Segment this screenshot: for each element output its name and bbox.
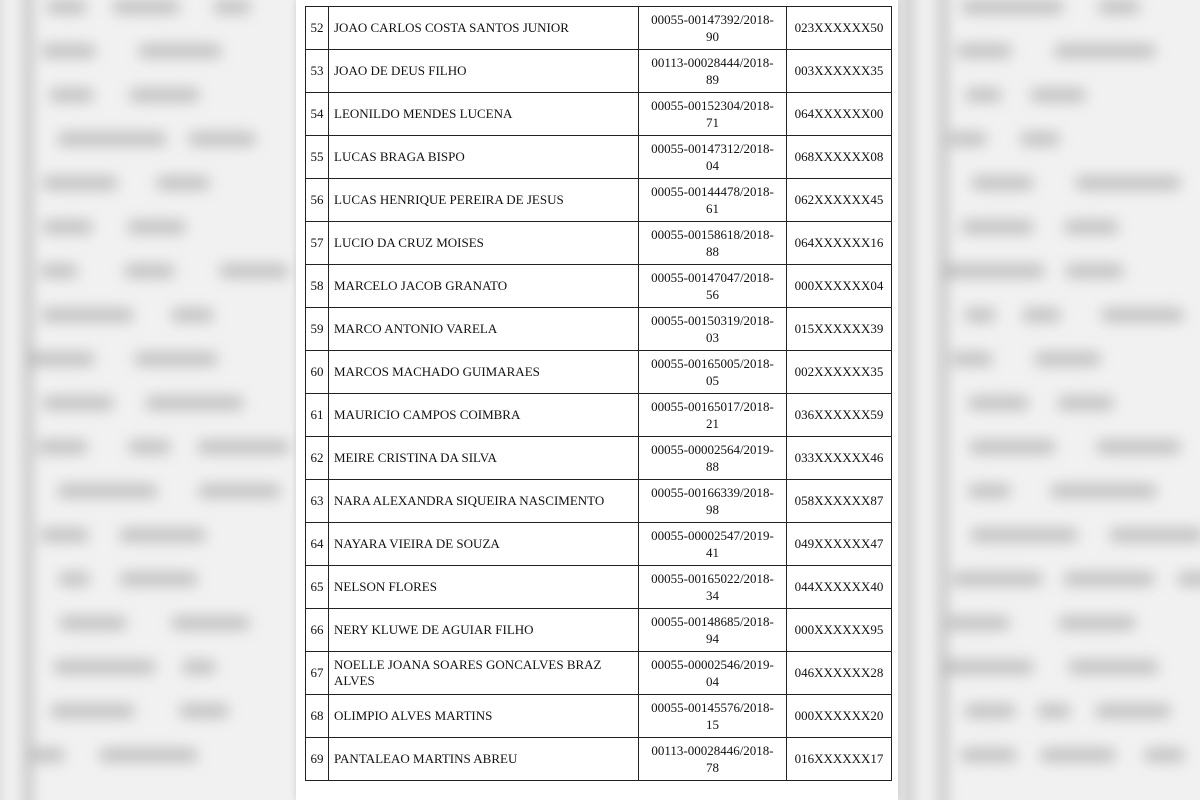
person-name: NARA ALEXANDRA SIQUEIRA NASCIMENTO: [329, 480, 639, 523]
blurred-text-line: [962, 220, 1033, 234]
roster-table: [305, 6, 892, 781]
process-number-line-1: 00055-00002547/2019-: [651, 528, 774, 543]
blurred-text-line: [953, 572, 1042, 586]
masked-id-code: 044XXXXXX40: [787, 566, 892, 609]
person-name: LEONILDO MENDES LUCENA: [329, 93, 639, 136]
blurred-text-line: [59, 572, 90, 586]
table-row: [306, 652, 892, 695]
blurred-text-line: [139, 44, 222, 58]
blurred-text-line: [945, 264, 1044, 278]
row-number: 57: [306, 222, 329, 265]
row-number: 60: [306, 351, 329, 394]
process-number-line-2: 41: [706, 545, 719, 560]
person-name: JOAO CARLOS COSTA SANTOS JUNIOR: [329, 7, 639, 50]
table-row: [306, 222, 892, 265]
blurred-text-line: [41, 264, 77, 278]
process-number-line-1: 00113-00028446/2018-: [651, 743, 774, 758]
row-number: 64: [306, 523, 329, 566]
masked-id-code: 016XXXXXX17: [787, 738, 892, 781]
row-number: 62: [306, 437, 329, 480]
blurred-text-line: [198, 440, 289, 454]
table-row: [306, 93, 892, 136]
process-number: [639, 351, 787, 394]
blurred-text-line: [1031, 88, 1085, 102]
person-name: PANTALEAO MARTINS ABREU: [329, 738, 639, 781]
blurred-text-line: [157, 176, 209, 190]
process-number: [639, 523, 787, 566]
blurred-text-line: [1038, 704, 1070, 718]
blurred-text-line: [1110, 528, 1200, 542]
blurred-text-line: [58, 132, 166, 146]
blurred-text-line: [43, 220, 92, 234]
process-number-line-1: 00055-00002546/2019-: [651, 657, 774, 672]
blurred-text-line: [42, 44, 95, 58]
masked-id-code: 049XXXXXX47: [787, 523, 892, 566]
blurred-text-line: [120, 572, 197, 586]
process-number: [639, 566, 787, 609]
blurred-text-line: [172, 616, 249, 630]
row-number: 66: [306, 609, 329, 652]
process-number: [639, 136, 787, 179]
process-number-line-2: 03: [706, 330, 719, 345]
blurred-text-line: [961, 748, 1016, 762]
row-number: 67: [306, 652, 329, 695]
blurred-text-line: [125, 264, 174, 278]
person-name: LUCAS BRAGA BISPO: [329, 136, 639, 179]
blurred-text-line: [32, 748, 64, 762]
blurred-text-line: [120, 528, 205, 542]
blurred-text-line: [189, 132, 255, 146]
row-number: 53: [306, 50, 329, 93]
table-row: [306, 7, 892, 50]
process-number-line-2: 88: [706, 244, 719, 259]
blurred-table-border: [905, 0, 911, 800]
blurred-text-line: [971, 528, 1077, 542]
process-number-line-2: 90: [706, 29, 719, 44]
process-number: [639, 394, 787, 437]
blurred-text-line: [1069, 660, 1158, 674]
blurred-text-line: [1145, 748, 1184, 762]
row-number: 65: [306, 566, 329, 609]
process-number-line-2: 56: [706, 287, 719, 302]
roster-table-body: [306, 7, 892, 781]
table-row: [306, 351, 892, 394]
masked-id-code: 036XXXXXX59: [787, 394, 892, 437]
process-number: [639, 265, 787, 308]
blurred-text-line: [183, 660, 215, 674]
row-number: 56: [306, 179, 329, 222]
table-row: [306, 179, 892, 222]
process-number-line-1: 00055-00147312/2018-: [651, 141, 774, 156]
blurred-text-line: [47, 0, 86, 14]
process-number: [639, 93, 787, 136]
blurred-text-line: [1076, 176, 1180, 190]
process-number-line-2: 04: [706, 674, 719, 689]
masked-id-code: 062XXXXXX45: [787, 179, 892, 222]
blurred-text-line: [1096, 704, 1170, 718]
process-number: [639, 437, 787, 480]
table-row: [306, 394, 892, 437]
table-row: [306, 50, 892, 93]
process-number-line-1: 00055-00165022/2018-: [651, 571, 774, 586]
row-number: 59: [306, 308, 329, 351]
blurred-text-line: [1058, 396, 1113, 410]
blurred-text-line: [972, 176, 1033, 190]
process-number-line-2: 21: [706, 416, 719, 431]
table-row: [306, 437, 892, 480]
blurred-text-line: [1035, 352, 1100, 366]
person-name: NOELLE JOANA SOARES GONCALVES BRAZ ALVES: [329, 652, 639, 695]
masked-id-code: 046XXXXXX28: [787, 652, 892, 695]
person-name: JOAO DE DEUS FILHO: [329, 50, 639, 93]
process-number-line-2: 94: [706, 631, 719, 646]
row-number: 55: [306, 136, 329, 179]
table-row: [306, 566, 892, 609]
process-number-line-2: 89: [706, 72, 719, 87]
blurred-text-line: [60, 616, 127, 630]
blurred-text-line: [1102, 308, 1183, 322]
masked-id-code: 000XXXXXX04: [787, 265, 892, 308]
person-name: MEIRE CRISTINA DA SILVA: [329, 437, 639, 480]
masked-id-code: 064XXXXXX00: [787, 93, 892, 136]
masked-id-code: 023XXXXXX50: [787, 7, 892, 50]
blurred-text-line: [1041, 748, 1116, 762]
person-name: MARCO ANTONIO VARELA: [329, 308, 639, 351]
blurred-text-line: [180, 704, 228, 718]
process-number: [639, 308, 787, 351]
process-number: [639, 179, 787, 222]
process-number-line-2: 04: [706, 158, 719, 173]
blurred-text-line: [1021, 132, 1059, 146]
blurred-text-line: [1064, 572, 1155, 586]
blurred-text-line: [113, 0, 178, 14]
table-row: [306, 695, 892, 738]
table-row: [306, 738, 892, 781]
person-name: MARCOS MACHADO GUIMARAES: [329, 351, 639, 394]
person-name: OLIMPIO ALVES MARTINS: [329, 695, 639, 738]
blurred-text-line: [129, 440, 170, 454]
process-number-line-2: 98: [706, 502, 719, 517]
masked-id-code: 064XXXXXX16: [787, 222, 892, 265]
blurred-table-border: [25, 0, 31, 800]
blurred-text-line: [1051, 484, 1155, 498]
blurred-text-line: [100, 748, 196, 762]
blurred-text-line: [1065, 220, 1118, 234]
blurred-text-line: [51, 704, 134, 718]
blurred-text-line: [31, 352, 94, 366]
blurred-text-line: [948, 616, 1009, 630]
process-number-line-1: 00055-00165017/2018-: [651, 399, 774, 414]
process-number-line-1: 00055-00002564/2019-: [651, 442, 774, 457]
process-number-line-2: 15: [706, 717, 719, 732]
person-name: MARCELO JACOB GRANATO: [329, 265, 639, 308]
table-row: [306, 136, 892, 179]
blurred-text-line: [945, 660, 1033, 674]
process-number: [639, 7, 787, 50]
masked-id-code: 000XXXXXX20: [787, 695, 892, 738]
process-number-line-2: 61: [706, 201, 719, 216]
masked-id-code: 000XXXXXX95: [787, 609, 892, 652]
row-number: 58: [306, 265, 329, 308]
process-number-line-1: 00055-00152304/2018-: [651, 98, 774, 113]
blurred-text-line: [128, 220, 184, 234]
process-number-line-1: 00055-00158618/2018-: [651, 227, 774, 242]
masked-id-code: 003XXXXXX35: [787, 50, 892, 93]
person-name: MAURICIO CAMPOS COIMBRA: [329, 394, 639, 437]
process-number-line-1: 00055-00148685/2018-: [651, 614, 774, 629]
blurred-text-line: [1066, 264, 1123, 278]
blurred-text-line: [969, 484, 1011, 498]
masked-id-code: 033XXXXXX46: [787, 437, 892, 480]
process-number-line-1: 00055-00166339/2018-: [651, 485, 774, 500]
table-row: [306, 308, 892, 351]
blurred-text-line: [58, 484, 157, 498]
row-number: 69: [306, 738, 329, 781]
blurred-text-line: [214, 0, 250, 14]
person-name: NAYARA VIEIRA DE SOUZA: [329, 523, 639, 566]
process-number: [639, 480, 787, 523]
process-number: [639, 738, 787, 781]
blurred-text-line: [1178, 572, 1200, 586]
blurred-text-line: [199, 484, 280, 498]
table-row: [306, 480, 892, 523]
blurred-document-right: [885, 0, 1200, 800]
blurred-text-line: [220, 264, 288, 278]
blurred-text-line: [962, 0, 1063, 14]
person-name: NERY KLUWE DE AGUIAR FILHO: [329, 609, 639, 652]
row-number: 68: [306, 695, 329, 738]
blurred-text-line: [957, 44, 1011, 58]
process-number-line-1: 00055-00147392/2018-: [651, 12, 774, 27]
process-number-line-2: 78: [706, 760, 719, 775]
masked-id-code: 002XXXXXX35: [787, 351, 892, 394]
row-number: 52: [306, 7, 329, 50]
blurred-text-line: [43, 396, 113, 410]
process-number: [639, 652, 787, 695]
blurred-text-line: [952, 352, 992, 366]
blurred-text-line: [41, 528, 88, 542]
process-number-line-1: 00055-00145576/2018-: [651, 700, 774, 715]
masked-id-code: 058XXXXXX87: [787, 480, 892, 523]
process-number: [639, 50, 787, 93]
process-number: [639, 222, 787, 265]
blurred-text-line: [949, 132, 986, 146]
blurred-document-left: [0, 0, 315, 800]
blurred-text-line: [38, 440, 87, 454]
process-number-line-1: 00113-00028444/2018-: [651, 55, 774, 70]
process-number-line-1: 00055-00147047/2018-: [651, 270, 774, 285]
process-number-line-1: 00055-00144478/2018-: [651, 184, 774, 199]
blurred-table-border: [940, 0, 946, 800]
person-name: LUCIO DA CRUZ MOISES: [329, 222, 639, 265]
blurred-text-line: [1099, 0, 1139, 14]
blurred-text-line: [1055, 44, 1155, 58]
blurred-text-line: [172, 308, 213, 322]
process-number-line-2: 88: [706, 459, 719, 474]
table-row: [306, 523, 892, 566]
blurred-text-line: [54, 660, 156, 674]
person-name: LUCAS HENRIQUE PEREIRA DE JESUS: [329, 179, 639, 222]
table-row: [306, 609, 892, 652]
blurred-text-line: [50, 88, 93, 102]
blurred-text-line: [1097, 440, 1181, 454]
blurred-text-line: [966, 88, 1001, 102]
blurred-text-line: [969, 396, 1028, 410]
blurred-text-line: [135, 352, 217, 366]
table-row: [306, 265, 892, 308]
document-page: [296, 0, 898, 800]
row-number: 61: [306, 394, 329, 437]
blurred-text-line: [970, 440, 1055, 454]
process-number-line-2: 71: [706, 115, 719, 130]
process-number-line-1: 00055-00150319/2018-: [651, 313, 774, 328]
process-number-line-2: 34: [706, 588, 719, 603]
blurred-text-line: [130, 88, 199, 102]
process-number-line-2: 05: [706, 373, 719, 388]
blurred-text-line: [965, 704, 1015, 718]
person-name: NELSON FLORES: [329, 566, 639, 609]
process-number: [639, 695, 787, 738]
process-number-line-1: 00055-00165005/2018-: [651, 356, 774, 371]
masked-id-code: 015XXXXXX39: [787, 308, 892, 351]
blurred-text-line: [965, 308, 996, 322]
blurred-text-line: [42, 308, 133, 322]
blurred-text-line: [1023, 308, 1060, 322]
blurred-text-line: [146, 396, 243, 410]
process-number: [639, 609, 787, 652]
row-number: 63: [306, 480, 329, 523]
row-number: 54: [306, 93, 329, 136]
masked-id-code: 068XXXXXX08: [787, 136, 892, 179]
blurred-text-line: [1059, 616, 1135, 630]
blurred-text-line: [43, 176, 117, 190]
